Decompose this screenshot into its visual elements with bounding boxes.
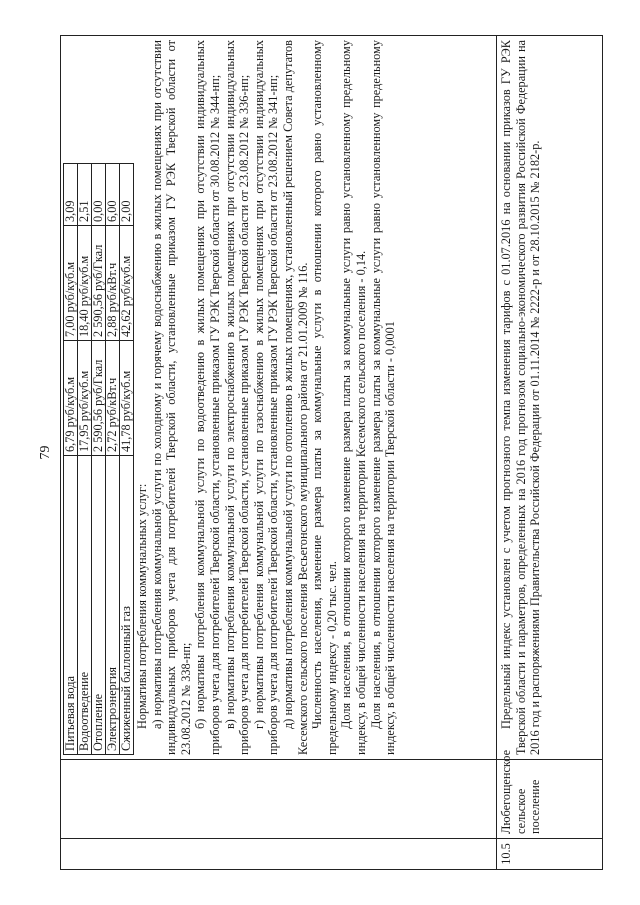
tariff-resource: Сжиженный баллонный газ: [120, 456, 134, 755]
tariff-old: 41,78 руб/куб.м: [120, 341, 134, 456]
paragraph-norm-c: в) нормативы потребления коммунальной услуги по электроснабжению в жилых помещениях при отсутствии индивидуальных приборов учета для потребителей Тверской области, установленные приказом ГУ РЭК Тверской области от 23.08.2012 № 336-нп;: [222, 40, 252, 755]
paragraph-norm-b: б) нормативы потребления коммунальной услуги по водоотведению в жилых помещениях при отсутствии индивидуальных приборов учета для потребителей Тверской области, установленные приказом ГУ РЭК Тверской области от 30.08.2012 № 344-нп;: [193, 40, 222, 755]
tariff-change: 6,00: [106, 164, 120, 226]
tariff-new: 2,88 руб/кВт.ч: [106, 226, 120, 341]
tariff-change: 0,00: [92, 164, 106, 226]
tariff-new: 42,62 руб/куб.м: [120, 226, 134, 341]
tariff-change: 3,09: [64, 164, 78, 226]
tariff-old: 6,79 руб/куб.м: [64, 341, 78, 456]
tariff-new: 7,00 руб/куб.м: [64, 226, 78, 341]
settlement-name-cell: Любегощенское сельское поселение: [497, 760, 603, 839]
table-row-10-5: [497, 36, 603, 870]
tariff-row: [106, 164, 120, 755]
tariff-old: 17,95 руб/куб.м: [78, 341, 92, 456]
tariff-row: [78, 164, 92, 755]
paragraph-share-settlement: Доля населения, в отношении которого изменение размера платы за коммунальные услуги равно установленному предельному индексу, в общей численности населения на территории Кесемского сельского поселения - 0,14.: [339, 40, 368, 755]
tariff-change: 2,00: [120, 164, 134, 226]
settlement-name-cell: [61, 760, 497, 839]
tariff-row: [92, 164, 106, 755]
tariff-resource: Водоотведение: [78, 456, 92, 755]
paragraph-share-region: Доля населения, в отношении которого изменение размера платы за коммунальные услуги равно установленному предельному индексу, в общей численности населения на территории Тверской области - 0,0001: [368, 40, 398, 755]
tariff-new: 2 590,56 руб/Гкал: [92, 226, 106, 341]
paragraph-norm-d: г) нормативы потребления коммунальной услуги по газоснабжению в жилых помещениях при отсутствии индивидуальных приборов учета для потребителей Тверской области, установленные приказом ГУ РЭК Тверской области от 23.08.2012 № 341-нп;: [251, 40, 281, 755]
page-number: 79: [38, 445, 53, 460]
paragraph-norm-e: д) нормативы потребления коммунальной услуги по отоплению в жилых помещениях, установленный решением Совета депутатов Кесемского сельского поселения Весьегонского муниципального района от 21.01.2009 № 116.: [280, 40, 310, 755]
tariff-change: 2,51: [78, 164, 92, 226]
tariff-resource: Питьевая вода: [64, 456, 78, 755]
content-cell: [497, 36, 603, 760]
main-table: [60, 35, 603, 870]
row-number-cell: 10.5: [497, 839, 603, 870]
tariff-old: 2 590,56 руб/Гкал: [92, 341, 106, 456]
paragraph-population: Численность населения, изменение размера платы за коммунальные услуги в отношении которого равно установленному предельному индексу - 0,20 тыс. чел.: [310, 40, 339, 755]
tariff-row: [120, 164, 134, 755]
tariff-resource: Отопление: [92, 456, 106, 755]
paragraph-index-basis: Предельный индекс установлен с учетом прогнозного темпа изменения тарифов с 01.07.2016 на основании приказов ГУ РЭК Тверской области и параметров, определенных на 2016 год прогнозом социально-экономического развития Российской Федерации на 2016 год и распоряжениями Правительства Российской Федерации от 01.11.2014 № 2222-р и от 28.10.2015 № 2182-р.: [499, 40, 543, 755]
tariff-new: 18,40 руб/куб.м: [78, 226, 92, 341]
tariff-resource: Электроэнергия: [106, 456, 120, 755]
row-number-cell: [61, 839, 497, 870]
table-row-previous: [61, 36, 497, 870]
content-cell: [61, 36, 497, 760]
rotated-page: [38, 35, 603, 870]
tariff-row: [64, 164, 78, 755]
paragraph-norms-heading: Нормативы потребления коммунальных услуг:: [135, 483, 149, 729]
tariff-table: [63, 163, 134, 755]
tariff-old: 2,72 руб/кВт.ч: [106, 341, 120, 456]
paragraph-norm-a: а) нормативы потребления коммунальной услуги по холодному и горячему водоснабжению в жилых помещениях при отсутствии индивидуальных приборов учета для потребителей Тверской области, установленные приказом ГУ РЭК Тверской области от 23.08.2012 № 338-нп;: [149, 40, 193, 755]
